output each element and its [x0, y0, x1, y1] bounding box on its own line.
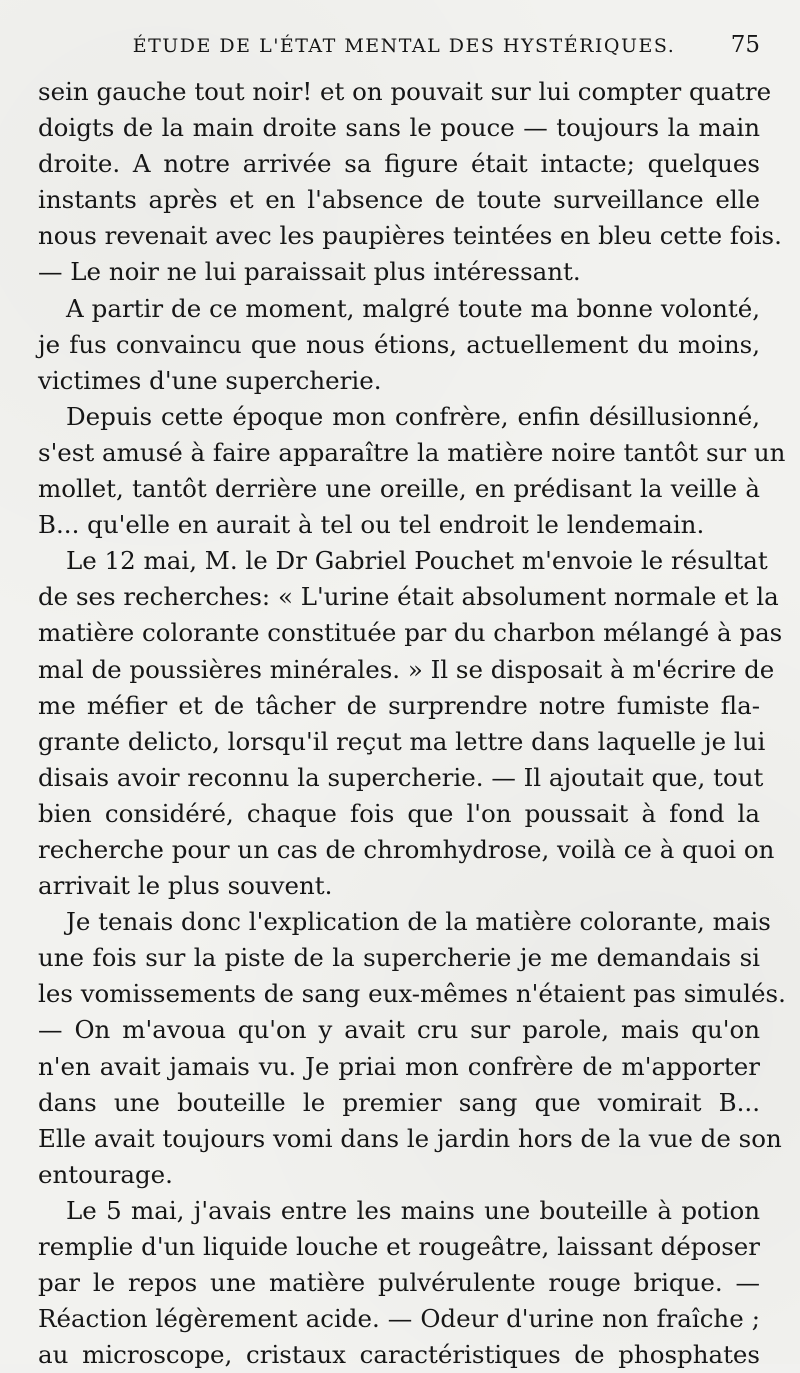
text-line: doigts de la main droite sans le pouce — toujours la main	[38, 113, 760, 143]
text-line: disais avoir reconnu la supercherie. — Il ajoutait que, tout	[38, 762, 764, 792]
text-line: — On m'avoua qu'on y avait cru sur parole, mais qu'on	[38, 1015, 760, 1045]
text-line: Elle avait toujours vomi dans le jardin hors de la vue de son	[38, 1123, 782, 1153]
text-line: par le repos une matière pulvérulente rouge brique. —	[38, 1268, 760, 1298]
text-line: s'est amusé à faire apparaître la matière noire tantôt sur un	[38, 437, 786, 467]
text-line: je fus convaincu que nous étions, actuellement du moins,	[38, 329, 760, 359]
text-line: mollet, tantôt derrière une oreille, en prédisant la veille à	[38, 474, 760, 504]
text-line: Depuis cette époque mon confrère, enfin désillusionné,	[66, 401, 760, 431]
text-line: remplie d'un liquide louche et rougeâtre, laissant déposer	[38, 1232, 760, 1261]
text-line: — Le noir ne lui paraissait plus intéressant.	[38, 257, 581, 287]
text-line: arrivait le plus souvent.	[38, 871, 333, 901]
text-line: dans une bouteille le premier sang que vomirait B...	[38, 1087, 760, 1117]
text-line: Je tenais donc l'explication de la matière colorante, mais	[66, 907, 771, 937]
text-line: victimes d'une supercherie.	[38, 365, 382, 395]
text-line: Le 5 mai, j'avais entre les mains une bouteille à potion	[66, 1195, 760, 1225]
text-line: instants après et en l'absence de toute surveillance elle	[38, 185, 760, 215]
text-line: matière colorante constituée par du charbon mélangé à pas	[38, 618, 783, 648]
body-text	[38, 74, 786, 1373]
page-number: 75	[730, 32, 760, 58]
text-line: bien considéré, chaque fois que l'on poussait à fond la	[38, 798, 760, 828]
text-line: une fois sur la piste de la supercherie je me demandais si	[38, 943, 760, 973]
text-line: me méfier et de tâcher de surprendre notre fumiste fla-	[38, 690, 760, 720]
text-line: n'en avait jamais vu. Je priai mon confrère de m'apporter	[38, 1051, 760, 1081]
text-line: droite. A notre arrivée sa figure était intacte; quelques	[38, 149, 760, 179]
text-line: entourage.	[38, 1159, 173, 1189]
text-line: recherche pour un cas de chromhydrose, voilà ce à quoi on	[38, 834, 775, 864]
running-title: ÉTUDE DE L'ÉTAT MENTAL DES HYSTÉRIQUES.	[132, 35, 676, 57]
text-line: B... qu'elle en aurait à tel ou tel endroit le lendemain.	[38, 510, 705, 540]
text-line: de ses recherches: « L'urine était absolument normale et la	[38, 582, 779, 612]
text-line: grante delicto, lorsqu'il reçut ma lettre dans laquelle je lui	[38, 726, 766, 756]
text-line: au microscope, cristaux caractéristiques de phosphates	[38, 1340, 760, 1370]
text-line: A partir de ce moment, malgré toute ma bonne volonté,	[66, 293, 760, 323]
text-line: nous revenait avec les paupières teintées en bleu cette fois.	[38, 221, 782, 251]
text-line: Réaction légèrement acide. — Odeur d'urine non fraîche ;	[38, 1304, 760, 1334]
running-head	[38, 32, 760, 72]
text-line: sein gauche tout noir! et on pouvait sur lui compter quatre	[38, 77, 772, 106]
text-line: Le 12 mai, M. le Dr Gabriel Pouchet m'envoie le résultat	[66, 546, 768, 576]
text-line: mal de poussières minérales. » Il se disposait à m'écrire de	[38, 654, 775, 684]
text-line: les vomissements de sang eux-mêmes n'étaient pas simulés.	[38, 979, 786, 1009]
